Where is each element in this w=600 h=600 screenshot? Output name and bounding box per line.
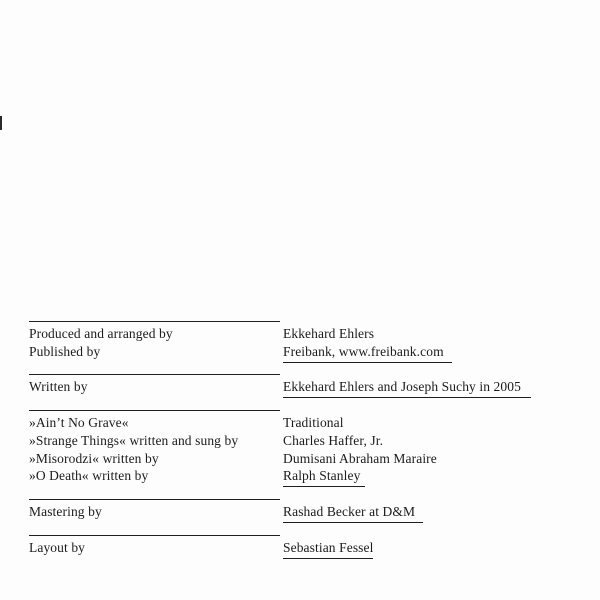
mastering-underline: [283, 522, 423, 523]
section-rule-mastering: [29, 499, 280, 500]
published-underline: [283, 362, 452, 363]
track-2-value: Charles Haffer, Jr.: [283, 433, 384, 448]
track-2-label: »Strange Things« written and sung by: [29, 433, 239, 448]
published-value: Freibank, www.freibank.com: [283, 344, 444, 359]
track-1-value: Traditional: [283, 415, 344, 430]
produced-value: Ekkehard Ehlers: [283, 326, 375, 341]
layout-label: Layout by: [29, 540, 86, 555]
section-rule-production: [29, 321, 280, 322]
layout-underline: [283, 558, 373, 559]
produced-label: Produced and arranged by: [29, 326, 173, 341]
published-label: Published by: [29, 344, 101, 359]
track-1-label: »Ain’t No Grave«: [29, 415, 129, 430]
section-rule-tracks: [29, 410, 280, 411]
section-rule-written: [29, 374, 280, 375]
track-4-value: Ralph Stanley: [283, 468, 361, 483]
layout-value: Sebastian Fessel: [283, 540, 374, 555]
track-3-value: Dumisani Abraham Maraire: [283, 451, 437, 466]
section-rule-layout: [29, 535, 280, 536]
mastering-label: Mastering by: [29, 504, 102, 519]
written-label: Written by: [29, 379, 88, 394]
track-4-underline: [283, 486, 365, 487]
track-4-label: »O Death« written by: [29, 468, 149, 483]
track-3-label: »Misorodzi« written by: [29, 451, 159, 466]
mastering-value: Rashad Becker at D&M: [283, 504, 416, 519]
written-value: Ekkehard Ehlers and Joseph Suchy in 2005: [283, 379, 521, 394]
written-underline: [283, 397, 531, 398]
